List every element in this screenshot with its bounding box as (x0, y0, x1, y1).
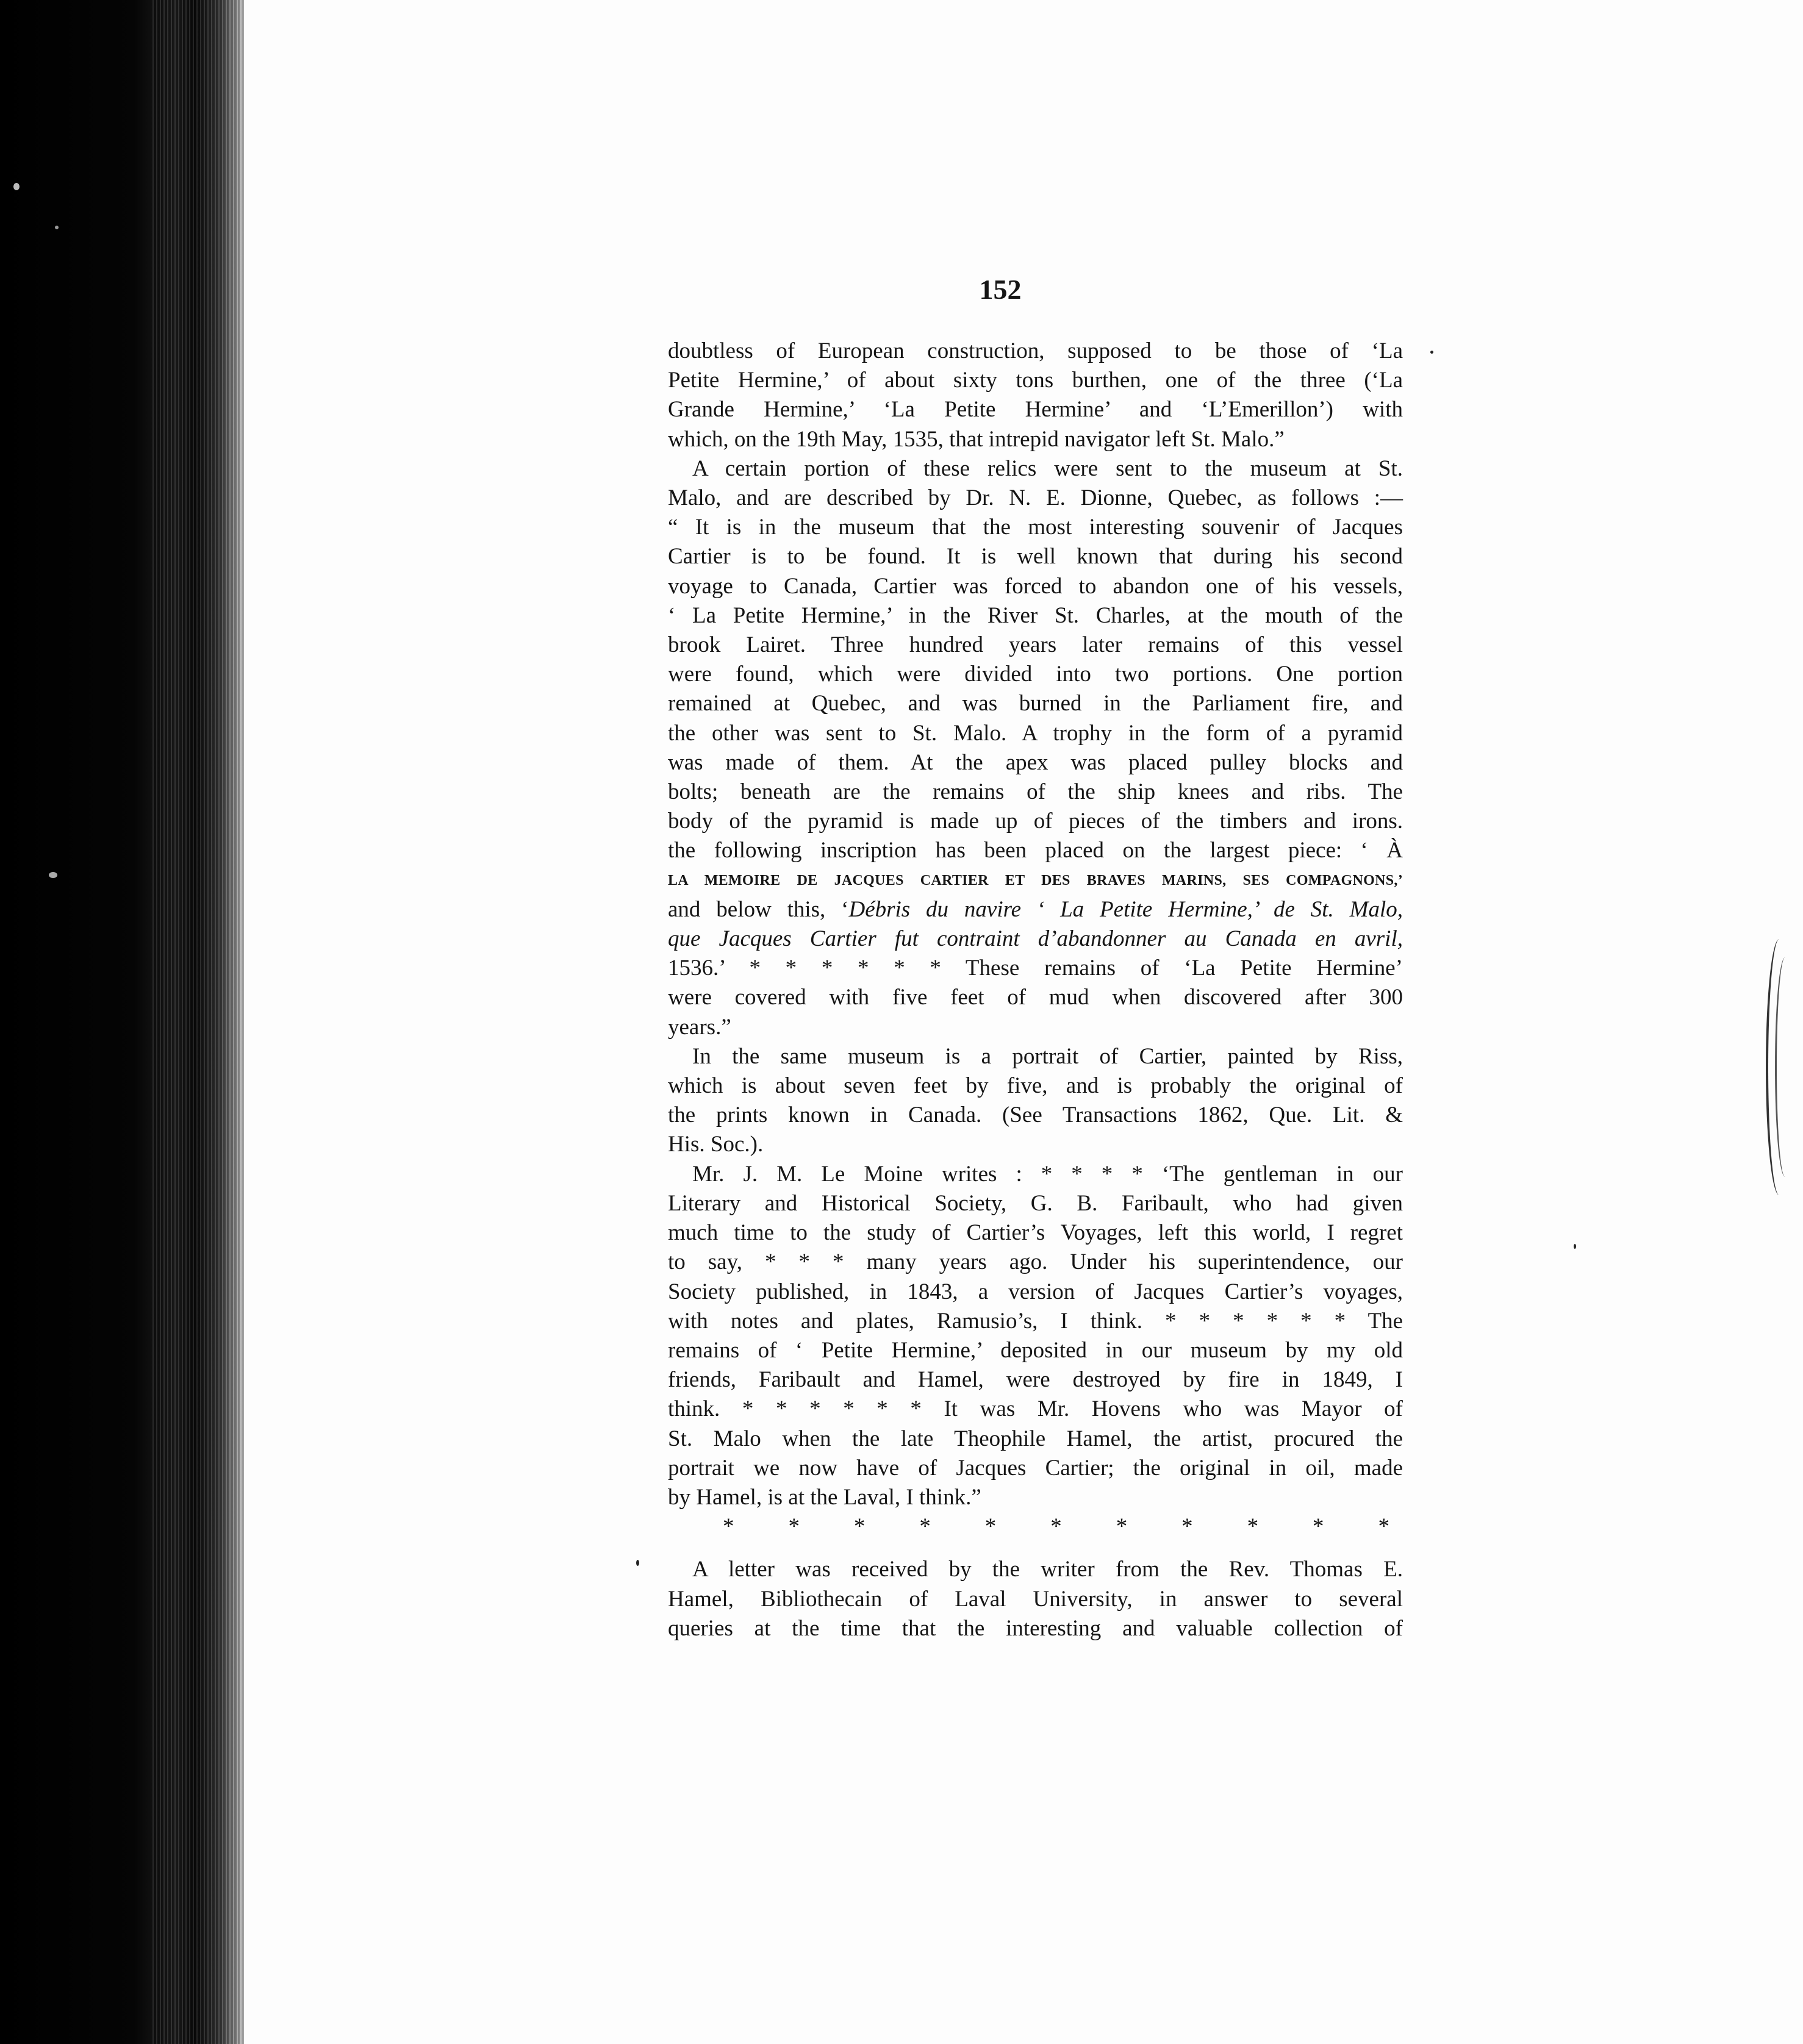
text-line: with notes and plates, Ramusio’s, I think. * * * * * * The (668, 1308, 1403, 1334)
text-line: bolts; beneath are the remains of the ship knees and ribs. The (668, 779, 1403, 805)
text-line: Mr. J. M. Le Moine writes : * * * * ‘The gentleman in our (692, 1161, 1403, 1187)
text-line: In the same museum is a portrait of Cartier, painted by Riss, (692, 1043, 1403, 1069)
text-line: which is about seven feet by five, and is probably the original of (668, 1073, 1403, 1099)
inscription-line: LA MEMOIRE DE JACQUES CARTIER ET DES BRAVES MARINS, SES COMPAGNONS,’ (668, 872, 1403, 888)
text-line: queries at the time that the interesting and valuable collection of (668, 1615, 1403, 1641)
text-line: “ It is in the museum that the most interesting souvenir of Jacques (668, 515, 1403, 540)
text-line: the following inscription has been placed on the largest piece: ‘ À (668, 838, 1403, 863)
text-line: Grande Hermine,’ ‘La Petite Hermine’ and ‘L’Emerillon’) with (668, 397, 1403, 423)
binding-thread-2 (1775, 957, 1795, 1177)
scan-speck (13, 183, 20, 190)
scan-speck (1430, 351, 1433, 354)
text-line: were found, which were divided into two portions. One portion (668, 662, 1403, 687)
text-line (668, 895, 1403, 924)
text-line: by Hamel, is at the Laval, I think.” (668, 1484, 981, 1510)
italic-inscription: que Jacques Cartier fut contraint d’abandonner au Canada en avril, (668, 926, 1403, 952)
text-line: was made of them. At the apex was placed pulley blocks and (668, 749, 1403, 775)
text-line: Society published, in 1843, a version of Jacques Cartier’s voyages, (668, 1279, 1403, 1304)
text-line: think. * * * * * * It was Mr. Hovens who was Mayor of (668, 1396, 1403, 1422)
text-line: to say, * * * many years ago. Under his superintendence, our (668, 1249, 1403, 1275)
text-line: remained at Quebec, and was burned in the Parliament fire, and (668, 691, 1403, 716)
text-line: St. Malo when the late Theophile Hamel, the artist, procured the (668, 1426, 1403, 1451)
text-line: portrait we now have of Jacques Cartier; the original in oil, made (668, 1455, 1403, 1481)
text-line: the prints known in Canada. (See Transactions 1862, Que. Lit. & (668, 1102, 1403, 1128)
text-line: A certain portion of these relics were sent to the museum at St. (692, 456, 1403, 481)
italic-inscription: Débris du navire ‘ La Petite Hermine,’ de St. Malo, (848, 896, 1403, 922)
scan-speck (55, 226, 59, 229)
text-line: friends, Faribault and Hamel, were destroyed by fire in 1849, I (668, 1367, 1403, 1393)
scan-page-stack-edges (152, 0, 244, 2044)
scan-speck (49, 872, 57, 878)
text-line: His. Soc.). (668, 1132, 764, 1157)
body-text (668, 337, 1403, 1643)
text-line: years.” (668, 1014, 731, 1040)
section-separator-stars: * * * * * * * * * * * (723, 1514, 1403, 1540)
text-line: voyage to Canada, Cartier was forced to abandon one of his vessels, (668, 573, 1403, 599)
scan-speck (636, 1560, 639, 1566)
paragraph-gap (668, 1542, 1403, 1555)
text-line: brook Lairet. Three hundred years later remains of this vessel (668, 632, 1403, 658)
text-line (668, 924, 1403, 954)
text-line: 1536.’ * * * * * * These remains of ‘La Petite Hermine’ (668, 956, 1403, 981)
text-line: Cartier is to be found. It is well known that during his second (668, 544, 1403, 570)
page-number: 152 (979, 274, 1022, 305)
text-line: which, on the 19th May, 1535, that intrepid navigator left St. Malo.” (668, 426, 1285, 452)
text-line: Malo, and are described by Dr. N. E. Dionne, Quebec, as follows :— (668, 485, 1403, 511)
text-line: doubtless of European construction, supposed to be those of ‘La (668, 338, 1403, 363)
text-line: body of the pyramid is made up of pieces of the timbers and irons. (668, 809, 1403, 834)
text-line: much time to the study of Cartier’s Voyages, left this world, I regret (668, 1220, 1403, 1246)
text-line: Petite Hermine,’ of about sixty tons burthen, one of the three (‘La (668, 368, 1403, 393)
text-line: remains of ‘ Petite Hermine,’ deposited in our museum by my old (668, 1337, 1403, 1363)
text-line: ‘ La Petite Hermine,’ in the River St. Charles, at the mouth of the (668, 602, 1403, 628)
text-line: the other was sent to St. Malo. A trophy in the form of a pyramid (668, 720, 1403, 746)
text-line: Hamel, Bibliothecain of Laval University, in answer to several (668, 1586, 1403, 1612)
text-span: and below this, ‘ (668, 896, 849, 922)
text-line: Literary and Historical Society, G. B. Faribault, who had given (668, 1190, 1403, 1216)
scan-speck (1574, 1244, 1576, 1249)
text-line: were covered with five feet of mud when discovered after 300 (668, 985, 1403, 1010)
text-line: A letter was received by the writer from the Rev. Thomas E. (692, 1557, 1403, 1582)
